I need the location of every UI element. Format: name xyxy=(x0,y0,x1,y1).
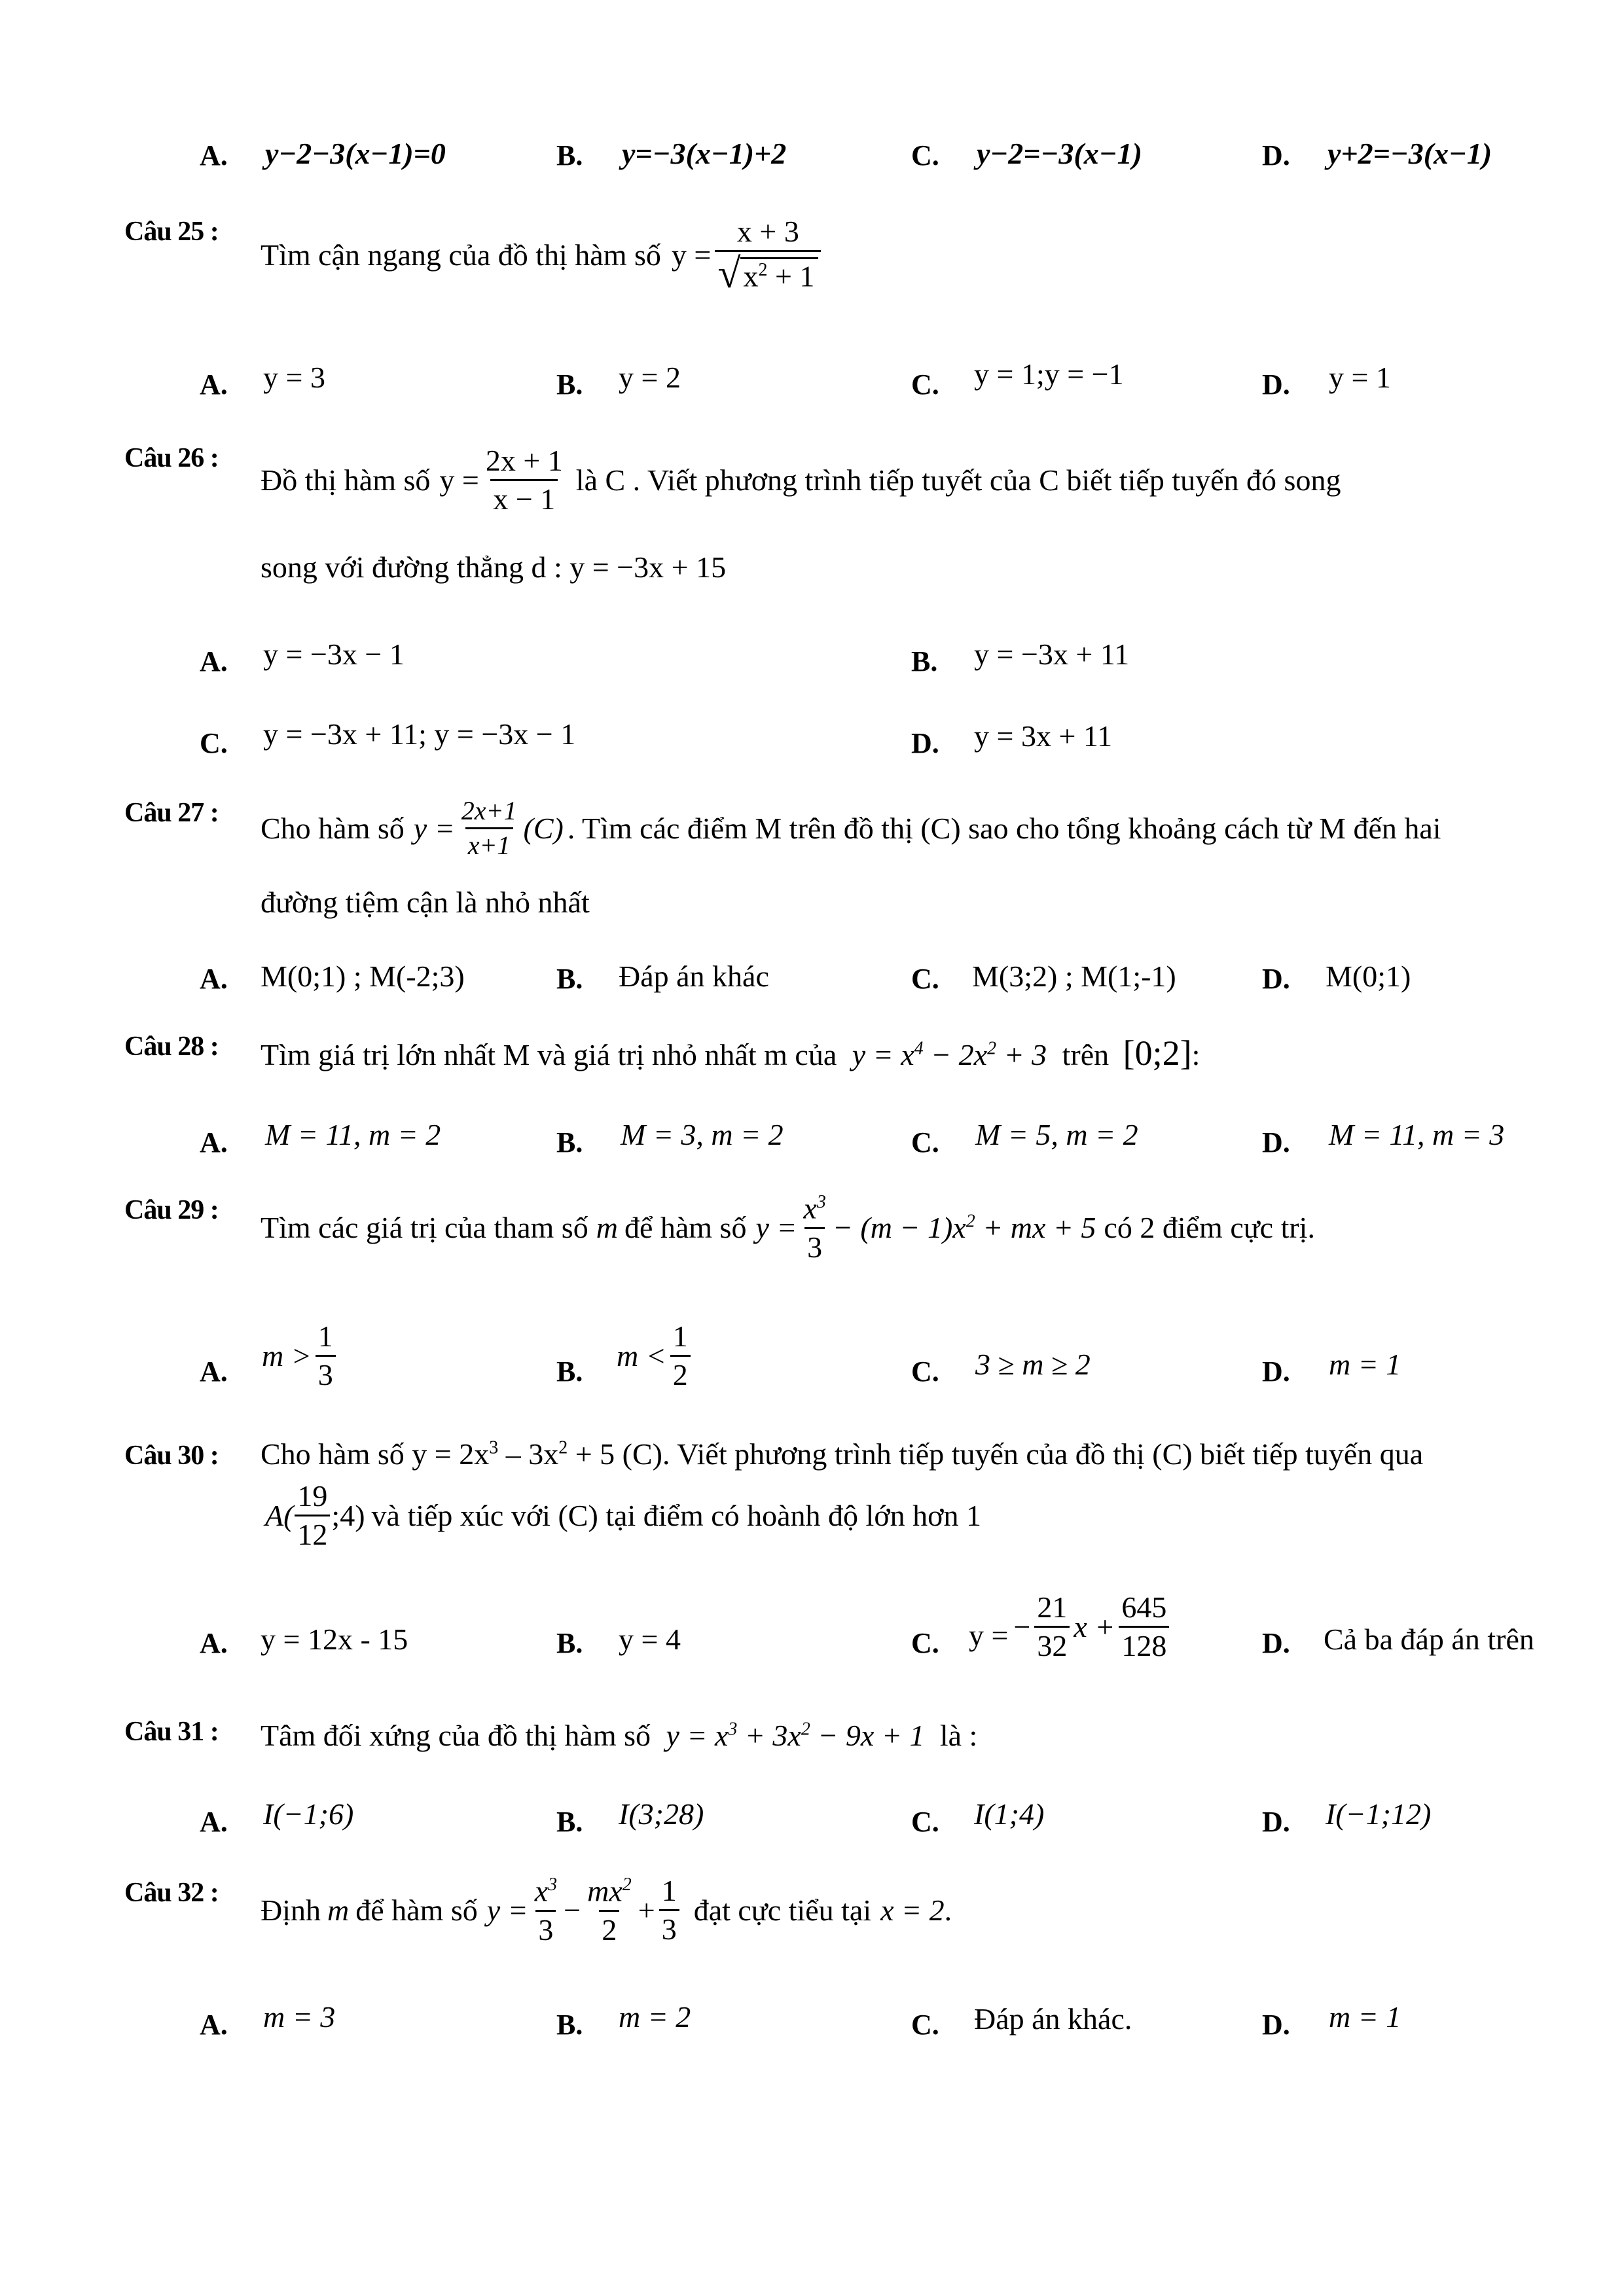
option-label: C. xyxy=(200,727,228,759)
numerator: 2x + 1 xyxy=(485,444,563,477)
option-label: D. xyxy=(1262,368,1290,401)
option-text: y = 1;y = −1 xyxy=(974,357,1124,391)
math-y: y = xyxy=(755,1211,797,1245)
option-text-part: y = xyxy=(969,1619,1009,1653)
question-stem xyxy=(261,1437,1423,1471)
option-text-part: m > xyxy=(262,1339,312,1373)
question-text: đường tiệm cận là nhỏ nhất xyxy=(261,886,590,919)
question-text: – 3x xyxy=(498,1437,559,1471)
option-text: M = 11, m = 3 xyxy=(1329,1118,1505,1151)
question-text: đạt cực tiểu tại xyxy=(693,1893,872,1928)
option-label: A. xyxy=(200,2009,228,2041)
question-text: để hàm số xyxy=(355,1893,478,1928)
question-text: và tiếp xúc với (C) tại điểm có hoành độ lớn hơn 1 xyxy=(371,1499,981,1533)
question-text: là C . Viết phương trình tiếp tuyết của C biết tiếp tuyến đó song xyxy=(575,463,1341,497)
point-a: A( xyxy=(265,1499,294,1533)
denominator xyxy=(715,250,821,297)
function-expr xyxy=(852,1038,1047,1071)
question-text: là : xyxy=(939,1719,978,1752)
option-label: D. xyxy=(911,727,939,759)
option-text: M = 3, m = 2 xyxy=(621,1118,784,1151)
expr-part: − 2x xyxy=(923,1038,988,1071)
option-text xyxy=(617,1321,695,1391)
denominator: 3 xyxy=(659,1909,679,1945)
fraction xyxy=(532,1875,560,1946)
exponent: 3 xyxy=(728,1719,738,1740)
expr-part: − 9x + 1 xyxy=(810,1719,925,1752)
question-text: . Tìm các điểm M trên đồ thị (C) sao cho tổng khoảng cách từ M đến hai xyxy=(567,812,1441,845)
option-text: M(0;1) xyxy=(1326,960,1411,993)
question-text: Đồ thị hàm số xyxy=(261,463,431,497)
fraction xyxy=(715,215,821,297)
numerator-base: x xyxy=(803,1191,817,1225)
option-label: B. xyxy=(556,1627,583,1659)
option-label: C. xyxy=(911,1355,939,1388)
radical-sign: √ xyxy=(717,250,741,297)
operator: + xyxy=(638,1893,655,1928)
option-label: D. xyxy=(1262,1806,1290,1838)
sqrt xyxy=(717,250,818,297)
option-text: I(1;4) xyxy=(974,1797,1045,1831)
question-stem-line2 xyxy=(265,1480,981,1551)
denominator: x − 1 xyxy=(490,479,558,515)
numerator: 19 xyxy=(297,1479,328,1513)
option-label: D. xyxy=(1262,2009,1290,2041)
option-text: m = 1 xyxy=(1329,1348,1401,1381)
question-stem xyxy=(261,1875,952,1946)
denominator: 32 xyxy=(1034,1626,1070,1662)
question-text: + 5 (C). Viết phương trình tiếp tuyến của đồ thị (C) biết tiếp tuyến qua xyxy=(568,1437,1424,1471)
option-text: Cả ba đáp án trên xyxy=(1324,1623,1534,1656)
expr-part: + 3x xyxy=(737,1719,801,1752)
option-text xyxy=(262,1321,340,1391)
option-label: C. xyxy=(911,368,939,401)
exponent: 3 xyxy=(548,1874,558,1895)
denominator: 2 xyxy=(599,1910,619,1946)
option-text: y = −3x + 11; y = −3x − 1 xyxy=(263,717,576,751)
radicand-base: x xyxy=(743,259,759,293)
exponent: 2 xyxy=(987,1038,997,1059)
numerator: 1 xyxy=(661,1874,677,1908)
question-text: Tâm đối xứng của đồ thị hàm số xyxy=(261,1719,651,1752)
question-label: Câu 32 : xyxy=(124,1878,219,1908)
question-stem xyxy=(261,215,825,297)
option-label: B. xyxy=(556,1355,583,1388)
option-label: B. xyxy=(556,1806,583,1838)
exponent: 4 xyxy=(914,1038,924,1059)
question-text: để hàm số xyxy=(624,1211,747,1245)
function-expr xyxy=(666,1719,925,1752)
option-text: y+2=−3(x−1) xyxy=(1327,137,1492,170)
question-text: : xyxy=(1191,1038,1200,1071)
param-m: m xyxy=(327,1893,350,1928)
exponent: 2 xyxy=(801,1719,810,1740)
numerator xyxy=(532,1875,560,1910)
param-m: m xyxy=(596,1211,618,1245)
question-label: Câu 27 : xyxy=(124,798,219,828)
question-text: . xyxy=(944,1893,952,1928)
math-y: y = xyxy=(671,238,712,272)
option-text: I(−1;12) xyxy=(1326,1797,1432,1831)
question-stem xyxy=(261,797,1441,859)
option-text: y=−3(x−1)+2 xyxy=(622,137,787,170)
option-text: Đáp án khác xyxy=(619,960,769,993)
question-text: Tìm các giá trị của tham số xyxy=(261,1211,588,1245)
option-text-part: − xyxy=(1013,1610,1031,1644)
exponent: 2 xyxy=(558,1437,568,1458)
option-label: B. xyxy=(556,1126,583,1158)
option-text-part: m < xyxy=(617,1339,666,1373)
option-label: C. xyxy=(911,1627,939,1659)
option-label: C. xyxy=(911,1806,939,1838)
option-text: Đáp án khác. xyxy=(974,2002,1132,2036)
question-label: Câu 29 : xyxy=(124,1195,219,1225)
numerator-base: x xyxy=(534,1874,549,1908)
option-label: D. xyxy=(1262,139,1290,171)
option-text: I(−1;6) xyxy=(263,1797,354,1831)
point-a-rest: ;4) xyxy=(331,1499,365,1533)
question-text: trên xyxy=(1062,1038,1110,1071)
denominator: 12 xyxy=(295,1515,330,1551)
option-label: A. xyxy=(200,1627,228,1659)
denominator: 128 xyxy=(1119,1626,1169,1662)
fraction xyxy=(316,1321,336,1391)
option-text: y = 3x + 11 xyxy=(974,719,1113,753)
option-label: B. xyxy=(911,645,938,677)
question-text: Cho hàm số xyxy=(261,812,405,845)
option-text: m = 3 xyxy=(263,2000,336,2034)
fraction xyxy=(659,1875,679,1946)
option-text-part: x + xyxy=(1074,1610,1115,1644)
option-text: y = 2 xyxy=(619,361,681,394)
expr-part: − (m − 1)x xyxy=(832,1211,966,1245)
exponent: 2 xyxy=(622,1874,632,1895)
option-label: B. xyxy=(556,368,583,401)
numerator-base: mx xyxy=(587,1874,623,1908)
numerator: 21 xyxy=(1037,1590,1068,1624)
radicand xyxy=(740,257,818,293)
option-label: A. xyxy=(200,1806,228,1838)
question-label: Câu 28 : xyxy=(124,1031,219,1062)
exponent: 3 xyxy=(489,1437,499,1458)
option-label: B. xyxy=(556,2009,583,2041)
radicand-rest: + 1 xyxy=(774,259,815,293)
curve-name: (C) xyxy=(523,812,564,845)
option-text xyxy=(969,1592,1173,1662)
option-text: y = 3 xyxy=(263,361,325,394)
option-text: y = 1 xyxy=(1329,361,1391,394)
condition: x = 2 xyxy=(880,1893,945,1928)
option-label: A. xyxy=(200,1355,228,1388)
denominator: 3 xyxy=(316,1355,336,1391)
operator: − xyxy=(564,1893,581,1928)
option-text: y−2−3(x−1)=0 xyxy=(265,137,446,170)
question-stem xyxy=(261,1193,1315,1263)
question-text: Cho hàm số y = 2x xyxy=(261,1437,490,1471)
question-text: Tìm cận ngang của đồ thị hàm số xyxy=(261,238,661,272)
exponent: 2 xyxy=(758,260,768,281)
question-stem xyxy=(261,1033,1200,1073)
math-y: y = xyxy=(413,812,455,845)
option-label: C. xyxy=(911,139,939,171)
option-label: D. xyxy=(1262,963,1290,995)
option-text: m = 1 xyxy=(1329,2000,1401,2034)
option-text: y = 12x - 15 xyxy=(261,1623,408,1656)
question-stem xyxy=(261,445,1341,516)
option-text: m = 2 xyxy=(619,2000,691,2034)
interval: [0;2] xyxy=(1123,1033,1192,1073)
option-label: A. xyxy=(200,368,228,401)
fraction xyxy=(483,445,566,516)
fraction xyxy=(1119,1592,1169,1662)
option-label: A. xyxy=(200,1126,228,1158)
numerator xyxy=(585,1875,634,1910)
option-label: C. xyxy=(911,2009,939,2041)
numerator: 1 xyxy=(672,1319,688,1353)
option-text: M = 11, m = 2 xyxy=(265,1118,441,1151)
fraction xyxy=(670,1321,691,1391)
numerator: x + 3 xyxy=(736,215,799,248)
fraction xyxy=(585,1875,634,1946)
option-text: y = −3x − 1 xyxy=(263,637,405,671)
option-text: 3 ≥ m ≥ 2 xyxy=(975,1348,1091,1381)
numerator: 1 xyxy=(317,1319,333,1353)
numerator xyxy=(801,1193,828,1227)
fraction xyxy=(801,1193,828,1263)
option-text: M(3;2) ; M(1;-1) xyxy=(972,960,1176,993)
question-text: song với đường thẳng d : y = −3x + 15 xyxy=(261,550,727,584)
option-label: A. xyxy=(200,645,228,677)
exponent: 2 xyxy=(965,1211,975,1232)
math-y: y = xyxy=(486,1893,528,1928)
denominator: 3 xyxy=(804,1227,825,1263)
expr-part: + mx + 5 xyxy=(975,1211,1096,1245)
question-text: Tìm giá trị lớn nhất M và giá trị nhỏ nhất m của xyxy=(261,1038,837,1071)
question-stem xyxy=(261,1718,977,1753)
option-text: y = −3x + 11 xyxy=(974,637,1130,671)
option-label: C. xyxy=(911,1126,939,1158)
option-text: y = 4 xyxy=(619,1623,681,1656)
fraction xyxy=(295,1480,330,1551)
option-label: B. xyxy=(556,963,583,995)
denominator: 3 xyxy=(535,1910,556,1946)
numerator: 2x+1 xyxy=(461,796,517,825)
expr-part: y = x xyxy=(852,1038,914,1071)
function-expr xyxy=(833,1210,1096,1245)
expr-part: y = x xyxy=(666,1719,729,1752)
option-label: B. xyxy=(556,139,583,171)
option-label: D. xyxy=(1262,1355,1290,1388)
option-label: A. xyxy=(200,963,228,995)
fraction xyxy=(1034,1592,1070,1662)
option-text: I(3;28) xyxy=(619,1797,704,1831)
option-label: A. xyxy=(200,139,228,171)
question-label: Câu 25 : xyxy=(124,217,219,247)
option-text: y−2=−3(x−1) xyxy=(977,137,1142,170)
option-text: M(0;1) ; M(-2;3) xyxy=(261,960,465,993)
question-label: Câu 30 : xyxy=(124,1441,219,1471)
denominator: x+1 xyxy=(465,827,513,859)
option-label: D. xyxy=(1262,1627,1290,1659)
question-text: Định xyxy=(261,1893,321,1928)
numerator: 645 xyxy=(1121,1590,1167,1624)
question-label: Câu 31 : xyxy=(124,1717,219,1747)
option-label: C. xyxy=(911,963,939,995)
denominator: 2 xyxy=(670,1355,691,1391)
option-label: D. xyxy=(1262,1126,1290,1158)
math-y: y = xyxy=(439,463,479,497)
option-text: M = 5, m = 2 xyxy=(975,1118,1138,1151)
question-text: có 2 điểm cực trị. xyxy=(1104,1211,1315,1245)
question-label: Câu 26 : xyxy=(124,443,219,473)
expr-part: + 3 xyxy=(996,1038,1047,1071)
fraction xyxy=(459,797,520,859)
exponent: 3 xyxy=(816,1192,826,1212)
